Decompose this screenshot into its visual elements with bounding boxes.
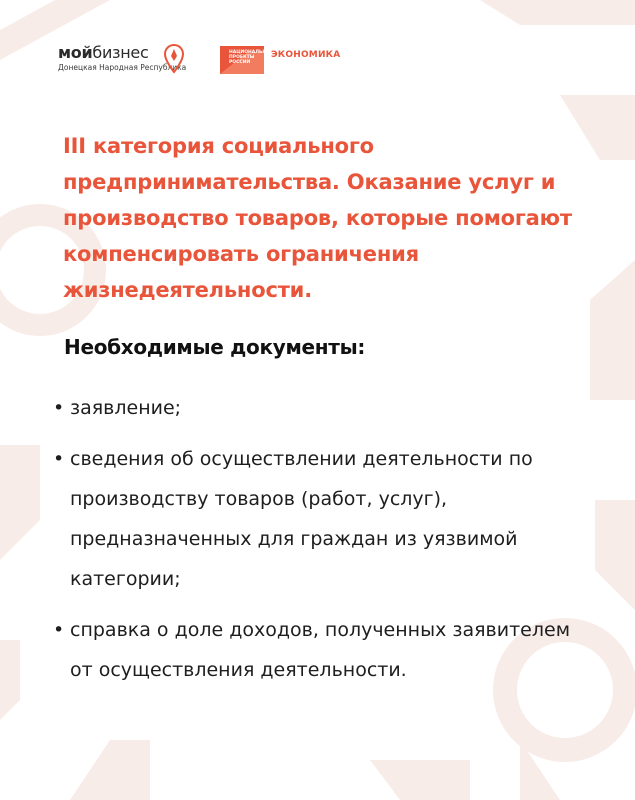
list-item-text: справка о доле доходов, полученных заявителем от осуществления деятельности. bbox=[70, 619, 571, 681]
list-item-text: заявление; bbox=[70, 397, 182, 419]
brand-name-thin: бизнес bbox=[92, 43, 149, 62]
bullet-icon: • bbox=[53, 448, 65, 470]
documents-list bbox=[52, 388, 592, 701]
brand-name-bold: мой bbox=[58, 43, 93, 62]
rocket-pin-icon bbox=[164, 44, 184, 74]
brand-subtitle: Донецкая Народная Республика bbox=[58, 63, 187, 72]
documents-heading: Необходимые документы: bbox=[64, 335, 366, 359]
list-item bbox=[52, 439, 592, 599]
bullet-icon: • bbox=[53, 619, 65, 641]
list-item-text: сведения об осуществлении деятельности по производству товаров (работ, услуг), предназначенных для граждан из уязвимой категории; bbox=[70, 448, 533, 590]
bullet-icon: • bbox=[53, 397, 65, 419]
national-projects-text: НАЦИОНАЛЬНЫЕ ПРОЕКТЫ РОССИИ bbox=[229, 50, 274, 65]
page-title: III категория социального предпринимательства. Оказание услуг и производство товаров, которые помогают компенсировать ограничения жизнедеятельности. bbox=[63, 134, 572, 302]
ekonomika-label: ЭКОНОМИКА bbox=[271, 50, 341, 60]
list-item bbox=[52, 388, 592, 428]
list-item bbox=[52, 610, 592, 690]
